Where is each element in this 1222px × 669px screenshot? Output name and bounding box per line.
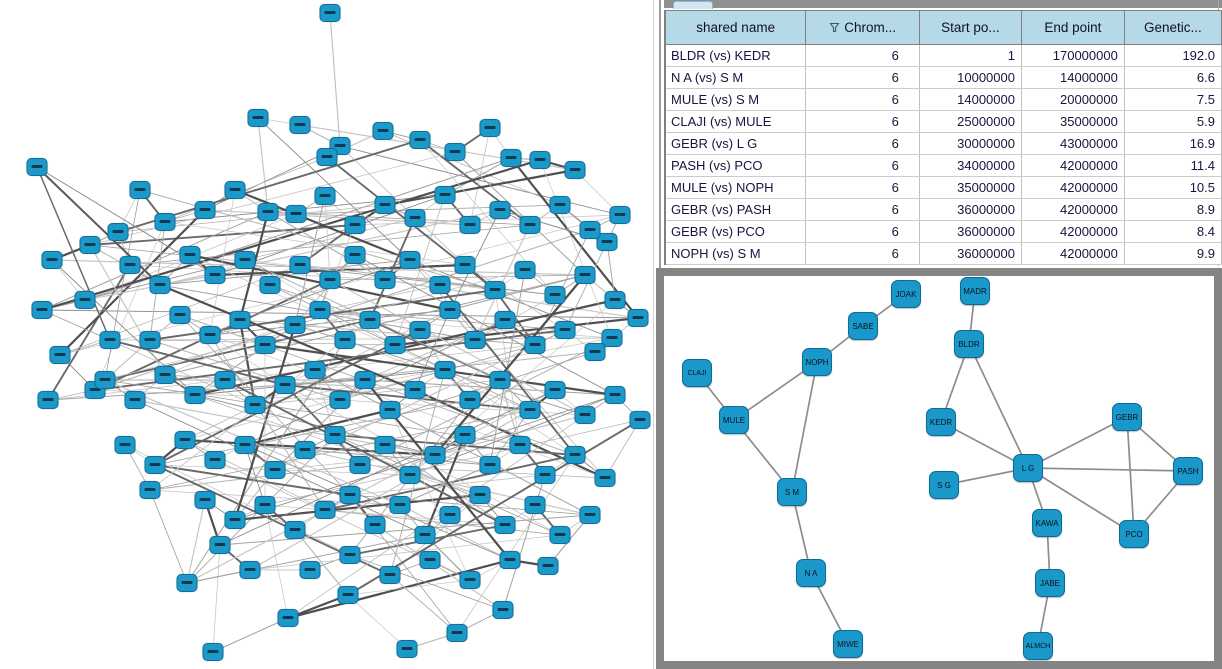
- table-cell[interactable]: NOPH (vs) S M: [665, 243, 806, 265]
- network-node[interactable]: [595, 469, 616, 487]
- network-node[interactable]: [100, 331, 121, 349]
- table-cell[interactable]: MULE (vs) S M: [665, 89, 806, 111]
- table-cell[interactable]: 42000000: [1021, 221, 1124, 243]
- network-node[interactable]: [200, 326, 221, 344]
- network-node[interactable]: [295, 441, 316, 459]
- network-node[interactable]: [285, 521, 306, 539]
- network-node[interactable]: [535, 466, 556, 484]
- table-cell[interactable]: 14000000: [919, 89, 1021, 111]
- network-node[interactable]: [565, 446, 586, 464]
- table-cell[interactable]: 43000000: [1021, 133, 1124, 155]
- network-node[interactable]: [520, 216, 541, 234]
- table-cell[interactable]: 9.9: [1124, 243, 1221, 265]
- edge-GEBR-PCO[interactable]: [1127, 417, 1134, 534]
- table-cell[interactable]: 34000000: [919, 155, 1021, 177]
- node-LG[interactable]: L G: [1013, 454, 1043, 482]
- network-node[interactable]: [338, 586, 359, 604]
- network-node[interactable]: [345, 216, 366, 234]
- network-node[interactable]: [130, 181, 151, 199]
- table-row[interactable]: [665, 45, 1222, 67]
- network-node[interactable]: [125, 391, 146, 409]
- node-GEBR[interactable]: GEBR: [1112, 403, 1142, 431]
- column-header-genetic[interactable]: [1124, 11, 1221, 45]
- network-node[interactable]: [115, 436, 136, 454]
- splitter-line: [653, 0, 654, 669]
- network-node[interactable]: [320, 271, 341, 289]
- network-node[interactable]: [265, 461, 286, 479]
- network-node[interactable]: [150, 276, 171, 294]
- network-node[interactable]: [330, 391, 351, 409]
- network-node[interactable]: [210, 536, 231, 554]
- table-cell[interactable]: 6.6: [1124, 67, 1221, 89]
- table-cell[interactable]: GEBR (vs) PCO: [665, 221, 806, 243]
- network-node[interactable]: [628, 309, 649, 327]
- table-cell[interactable]: 6: [806, 199, 920, 221]
- network-node[interactable]: [38, 391, 59, 409]
- network-node[interactable]: [495, 311, 516, 329]
- network-node[interactable]: [575, 406, 596, 424]
- network-node[interactable]: [435, 361, 456, 379]
- network-node[interactable]: [525, 496, 546, 514]
- network-node[interactable]: [550, 196, 571, 214]
- table-tab[interactable]: [673, 1, 713, 9]
- network-node[interactable]: [240, 561, 261, 579]
- network-node[interactable]: [435, 186, 456, 204]
- node-JOAK[interactable]: JOAK: [891, 280, 921, 308]
- subnetwork-edges: [664, 276, 1214, 661]
- filter-icon[interactable]: [829, 22, 840, 33]
- network-node[interactable]: [300, 561, 321, 579]
- network-node[interactable]: [310, 301, 331, 319]
- table-header: [665, 11, 1222, 45]
- column-header-label: End point: [1044, 20, 1102, 35]
- node-JABE[interactable]: JABE: [1035, 569, 1065, 597]
- network-node[interactable]: [108, 223, 129, 241]
- node-SABE[interactable]: SABE: [848, 312, 878, 340]
- network-node[interactable]: [460, 391, 481, 409]
- network-node[interactable]: [290, 116, 311, 134]
- node-SM[interactable]: S M: [777, 478, 807, 506]
- table-cell[interactable]: 170000000: [1021, 45, 1124, 67]
- table-cell[interactable]: 42000000: [1021, 177, 1124, 199]
- edge-LG-PASH[interactable]: [1028, 468, 1188, 471]
- network-node[interactable]: [405, 381, 426, 399]
- network-node[interactable]: [373, 122, 394, 140]
- network-node[interactable]: [480, 119, 501, 137]
- network-node[interactable]: [75, 291, 96, 309]
- network-node[interactable]: [180, 246, 201, 264]
- network-node[interactable]: [290, 256, 311, 274]
- network-node[interactable]: [120, 256, 141, 274]
- table-cell[interactable]: 6: [806, 221, 920, 243]
- network-node[interactable]: [390, 496, 411, 514]
- network-node[interactable]: [215, 371, 236, 389]
- network-node[interactable]: [140, 331, 161, 349]
- network-node[interactable]: [585, 343, 606, 361]
- node-ALMCH[interactable]: ALMCH: [1023, 632, 1053, 660]
- network-node[interactable]: [430, 276, 451, 294]
- table-cell[interactable]: N A (vs) S M: [665, 67, 806, 89]
- network-node[interactable]: [145, 456, 166, 474]
- table-cell[interactable]: 35000000: [1021, 111, 1124, 133]
- table-cell[interactable]: CLAJI (vs) MULE: [665, 111, 806, 133]
- network-node[interactable]: [375, 436, 396, 454]
- table-cell[interactable]: 6: [806, 45, 920, 67]
- table-cell[interactable]: 1: [919, 45, 1021, 67]
- table-cell[interactable]: 36000000: [919, 243, 1021, 265]
- network-node[interactable]: [140, 481, 161, 499]
- column-header-endpoint[interactable]: [1021, 11, 1124, 45]
- network-node[interactable]: [27, 158, 48, 176]
- network-node[interactable]: [375, 196, 396, 214]
- table-cell[interactable]: 36000000: [919, 221, 1021, 243]
- node-PCO[interactable]: PCO: [1119, 520, 1149, 548]
- network-node[interactable]: [545, 286, 566, 304]
- network-node[interactable]: [325, 426, 346, 444]
- network-node[interactable]: [501, 149, 522, 167]
- node-MULE[interactable]: MULE: [719, 406, 749, 434]
- network-node[interactable]: [245, 396, 266, 414]
- network-node[interactable]: [440, 506, 461, 524]
- network-node[interactable]: [248, 109, 269, 127]
- network-node[interactable]: [397, 640, 418, 658]
- edge-BLDR-LG[interactable]: [969, 344, 1028, 468]
- network-node[interactable]: [520, 401, 541, 419]
- network-node[interactable]: [425, 446, 446, 464]
- network-node[interactable]: [610, 206, 631, 224]
- network-node[interactable]: [460, 571, 481, 589]
- node-KAWA[interactable]: KAWA: [1032, 509, 1062, 537]
- network-node[interactable]: [360, 311, 381, 329]
- network-node[interactable]: [340, 546, 361, 564]
- column-header-sharedname[interactable]: [665, 11, 806, 45]
- network-node[interactable]: [205, 266, 226, 284]
- network-node[interactable]: [315, 187, 336, 205]
- table-cell[interactable]: 36000000: [919, 199, 1021, 221]
- node-BLDR[interactable]: BLDR: [954, 330, 984, 358]
- table-row[interactable]: [665, 177, 1222, 199]
- network-node[interactable]: [530, 151, 551, 169]
- table-cell[interactable]: 14000000: [1021, 67, 1124, 89]
- column-header-label: Start po...: [941, 20, 1000, 35]
- table-cell[interactable]: 35000000: [919, 177, 1021, 199]
- network-node[interactable]: [485, 281, 506, 299]
- subnetwork-panel: [656, 268, 1222, 669]
- network-node[interactable]: [175, 431, 196, 449]
- network-node[interactable]: [260, 276, 281, 294]
- node-PASH[interactable]: PASH: [1173, 457, 1203, 485]
- network-node[interactable]: [317, 148, 338, 166]
- network-node[interactable]: [580, 221, 601, 239]
- table-cell[interactable]: 8.4: [1124, 221, 1221, 243]
- table-row[interactable]: [665, 111, 1222, 133]
- network-node[interactable]: [235, 436, 256, 454]
- table-row[interactable]: [665, 89, 1222, 111]
- table-cell[interactable]: 192.0: [1124, 45, 1221, 67]
- network-node[interactable]: [550, 526, 571, 544]
- table-cell[interactable]: 5.9: [1124, 111, 1221, 133]
- network-node[interactable]: [185, 386, 206, 404]
- network-node[interactable]: [340, 486, 361, 504]
- node-MADR[interactable]: MADR: [960, 277, 990, 305]
- network-node[interactable]: [195, 201, 216, 219]
- network-node[interactable]: [515, 261, 536, 279]
- table-cell[interactable]: 11.4: [1124, 155, 1221, 177]
- network-node[interactable]: [380, 401, 401, 419]
- column-header-startpo[interactable]: [919, 11, 1021, 45]
- table-cell[interactable]: 25000000: [919, 111, 1021, 133]
- network-node[interactable]: [258, 203, 279, 221]
- network-node[interactable]: [278, 609, 299, 627]
- table-cell[interactable]: MULE (vs) NOPH: [665, 177, 806, 199]
- network-node[interactable]: [480, 456, 501, 474]
- network-node[interactable]: [605, 386, 626, 404]
- column-header-label: Genetic...: [1144, 20, 1202, 35]
- network-node[interactable]: [455, 426, 476, 444]
- network-node[interactable]: [305, 361, 326, 379]
- table-row[interactable]: [665, 243, 1222, 265]
- network-node[interactable]: [365, 516, 386, 534]
- network-node[interactable]: [510, 436, 531, 454]
- network-node[interactable]: [225, 511, 246, 529]
- table-cell[interactable]: 6: [806, 67, 920, 89]
- network-node[interactable]: [385, 336, 406, 354]
- network-node[interactable]: [410, 131, 431, 149]
- network-node[interactable]: [447, 624, 468, 642]
- network-node[interactable]: [375, 271, 396, 289]
- table-cell[interactable]: 42000000: [1021, 155, 1124, 177]
- table-row[interactable]: [665, 67, 1222, 89]
- network-node[interactable]: [195, 491, 216, 509]
- network-node[interactable]: [345, 246, 366, 264]
- table-cell[interactable]: GEBR (vs) L G: [665, 133, 806, 155]
- network-node[interactable]: [410, 321, 431, 339]
- network-node[interactable]: [415, 526, 436, 544]
- network-node[interactable]: [538, 557, 559, 575]
- network-node[interactable]: [335, 331, 356, 349]
- network-node[interactable]: [225, 181, 246, 199]
- network-node[interactable]: [405, 209, 426, 227]
- network-node[interactable]: [460, 216, 481, 234]
- node-MIWE[interactable]: MIWE: [833, 630, 863, 658]
- network-node[interactable]: [575, 266, 596, 284]
- table-cell[interactable]: 30000000: [919, 133, 1021, 155]
- node-SG[interactable]: S G: [929, 471, 959, 499]
- column-header-label: Chrom...: [844, 20, 897, 35]
- node-NA[interactable]: N A: [796, 559, 826, 587]
- network-node[interactable]: [50, 346, 71, 364]
- table-row[interactable]: [665, 199, 1222, 221]
- table-cell[interactable]: 7.5: [1124, 89, 1221, 111]
- network-node[interactable]: [470, 486, 491, 504]
- network-node[interactable]: [203, 643, 224, 661]
- network-node[interactable]: [42, 251, 63, 269]
- table-cell[interactable]: 20000000: [1021, 89, 1124, 111]
- subnetwork-canvas[interactable]: [664, 276, 1214, 661]
- table-cell[interactable]: 6: [806, 111, 920, 133]
- network-node[interactable]: [155, 213, 176, 231]
- network-node[interactable]: [455, 256, 476, 274]
- network-node[interactable]: [525, 336, 546, 354]
- network-node[interactable]: [350, 456, 371, 474]
- network-node[interactable]: [545, 381, 566, 399]
- table-cell[interactable]: 10000000: [919, 67, 1021, 89]
- node-NOPH[interactable]: NOPH: [802, 348, 832, 376]
- column-header-label: shared name: [696, 20, 776, 35]
- table-cell[interactable]: 6: [806, 155, 920, 177]
- network-node[interactable]: [605, 291, 626, 309]
- table-cell[interactable]: 6: [806, 89, 920, 111]
- network-node[interactable]: [555, 321, 576, 339]
- table-cell[interactable]: BLDR (vs) KEDR: [665, 45, 806, 67]
- table-row[interactable]: [665, 155, 1222, 177]
- network-node[interactable]: [400, 466, 421, 484]
- edge-NOPH-SM[interactable]: [792, 362, 817, 492]
- table-panel-header-strip: [664, 0, 1222, 8]
- network-node[interactable]: [177, 574, 198, 592]
- table-cell[interactable]: 6: [806, 243, 920, 265]
- table-cell[interactable]: 10.5: [1124, 177, 1221, 199]
- network-node[interactable]: [465, 331, 486, 349]
- network-node[interactable]: [235, 251, 256, 269]
- network-node[interactable]: [495, 516, 516, 534]
- network-node[interactable]: [230, 311, 251, 329]
- network-node[interactable]: [500, 551, 521, 569]
- network-node[interactable]: [420, 551, 441, 569]
- network-node[interactable]: [170, 306, 191, 324]
- network-node[interactable]: [205, 451, 226, 469]
- table-cell[interactable]: 6: [806, 133, 920, 155]
- network-node[interactable]: [315, 501, 336, 519]
- network-node[interactable]: [490, 371, 511, 389]
- table-row[interactable]: [665, 221, 1222, 243]
- network-node[interactable]: [275, 376, 296, 394]
- network-node[interactable]: [440, 301, 461, 319]
- node-CLAJI[interactable]: CLAJI: [682, 359, 712, 387]
- network-node[interactable]: [32, 301, 53, 319]
- network-node[interactable]: [285, 316, 306, 334]
- network-node[interactable]: [445, 143, 466, 161]
- table-cell[interactable]: GEBR (vs) PASH: [665, 199, 806, 221]
- network-node[interactable]: [255, 336, 276, 354]
- network-node[interactable]: [490, 201, 511, 219]
- network-node[interactable]: [286, 205, 307, 223]
- network-node[interactable]: [565, 161, 586, 179]
- table-cell[interactable]: 8.9: [1124, 199, 1221, 221]
- network-node[interactable]: [320, 4, 341, 22]
- network-node[interactable]: [580, 506, 601, 524]
- network-node[interactable]: [255, 496, 276, 514]
- column-header-chrom[interactable]: [806, 11, 920, 45]
- table-row[interactable]: [665, 133, 1222, 155]
- table-cell[interactable]: 42000000: [1021, 243, 1124, 265]
- network-node[interactable]: [380, 566, 401, 584]
- node-KEDR[interactable]: KEDR: [926, 408, 956, 436]
- network-node[interactable]: [80, 236, 101, 254]
- table-cell[interactable]: 42000000: [1021, 199, 1124, 221]
- network-node[interactable]: [400, 251, 421, 269]
- network-node[interactable]: [155, 366, 176, 384]
- network-node[interactable]: [95, 371, 116, 389]
- table-cell[interactable]: PASH (vs) PCO: [665, 155, 806, 177]
- table-cell[interactable]: 16.9: [1124, 133, 1221, 155]
- network-node[interactable]: [630, 411, 651, 429]
- network-node[interactable]: [493, 601, 514, 619]
- network-node[interactable]: [355, 371, 376, 389]
- table-cell[interactable]: 6: [806, 177, 920, 199]
- edge-attribute-table: [664, 10, 1222, 265]
